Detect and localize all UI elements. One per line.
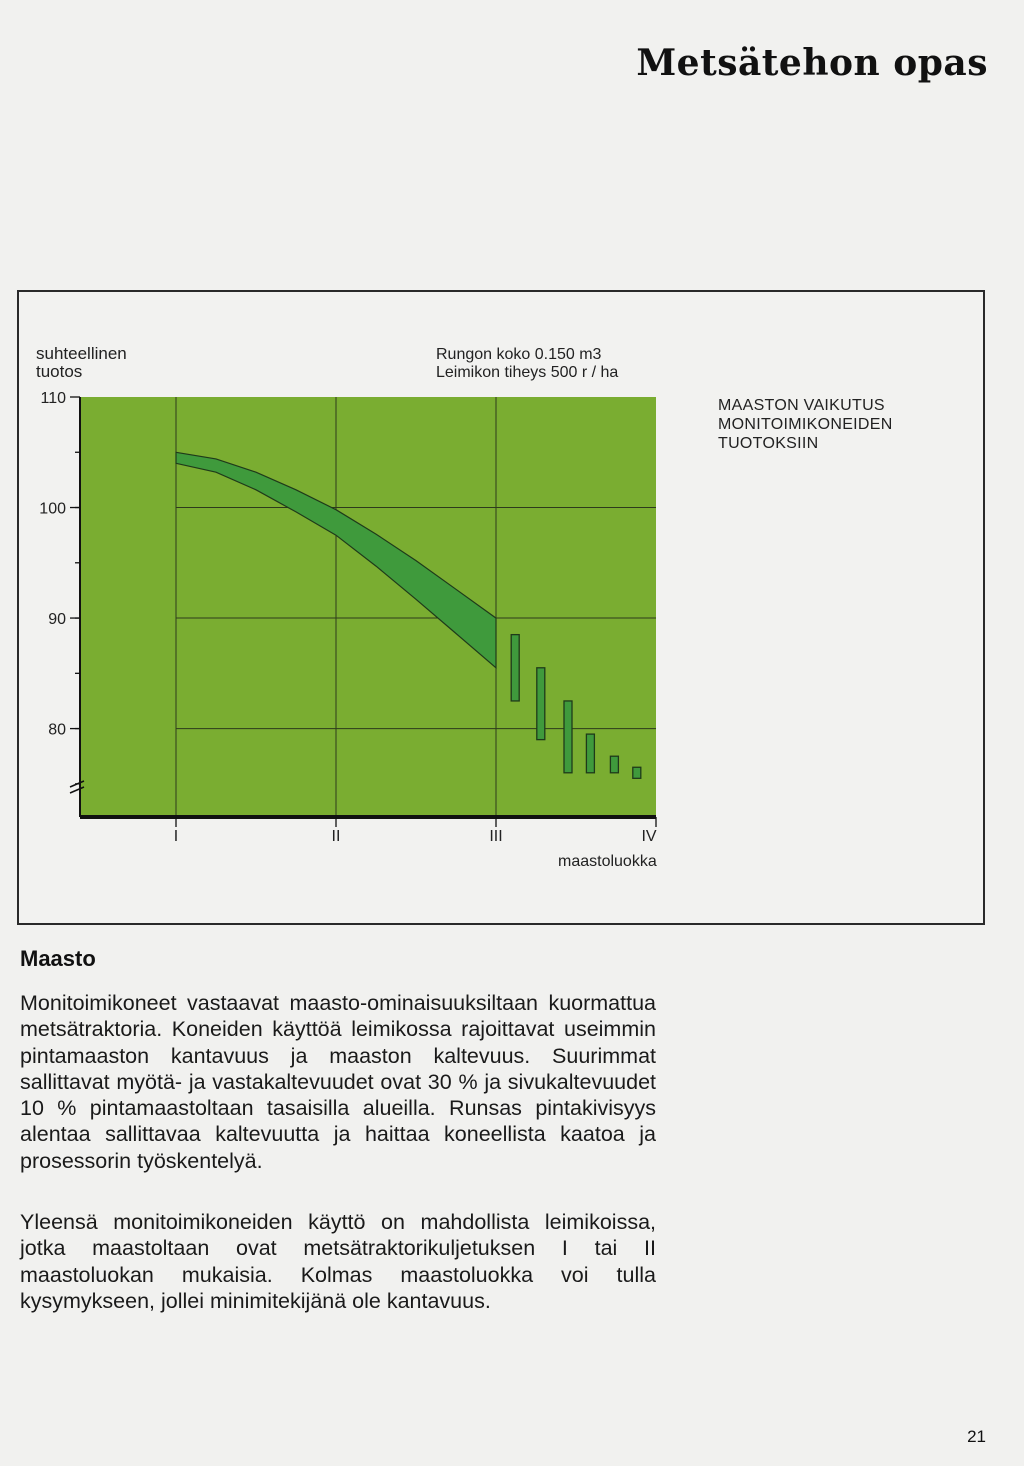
y-axis-label-line1: suhteellinen — [36, 344, 127, 363]
x-tick-label: IV — [641, 828, 657, 845]
y-tick-label: 110 — [40, 390, 66, 407]
chart-annotation-line2: Leimikon tiheys 500 r / ha — [436, 364, 619, 381]
x-tick-label: I — [173, 828, 179, 845]
figure-title: MAASTON VAIKUTUS MONITOIMIKONEIDEN TUOTOKSIIN — [718, 397, 893, 452]
page-number: 21 — [967, 1427, 986, 1446]
range-bar — [511, 635, 519, 701]
range-bar — [537, 668, 545, 740]
body-paragraph-1: Monitoimikoneet vastaavat maasto-ominaisuuksiltaan kuormattua metsätraktoria. Koneiden käyttöä leimikossa rajoittavat useimmin pintamaaston kantavuus ja maaston kaltevuus. Suurimmat sallittavat myötä- ja vastakaltevuudet ovat 30 % ja sivukaltevuudet 10 % pintamaastoltaan tasaisilla alueilla. Runsas pintakivisyys alentaa sallittavaa kaltevuutta ja haittaa koneellista kaatoa ja prosessorin työskentelyä. — [20, 991, 656, 1173]
x-axis-label: maastoluokka — [558, 853, 657, 870]
body-paragraph-2: Yleensä monitoimikoneiden käyttö on mahdollista leimikoissa, jotka maastoltaan ovat metsätraktorikuljetuksen I tai II maastoluokan mukaisia. Kolmas maastoluokka voi tulla kysymykseen, jollei minimitekijänä ole kantavuus. — [20, 1210, 656, 1313]
chart-annotation-line1: Rungon koko 0.150 m3 — [436, 346, 602, 363]
y-tick-label: 90 — [48, 611, 66, 629]
y-tick-label: 100 — [39, 500, 66, 518]
range-bar — [610, 756, 618, 773]
masthead-title: Metsätehon opas — [636, 42, 988, 84]
section-heading: Maasto — [20, 946, 96, 971]
x-tick-label: III — [489, 828, 503, 845]
range-bar — [564, 701, 572, 773]
y-tick-label: 80 — [48, 721, 66, 739]
x-tick-label: II — [331, 828, 341, 845]
y-axis-label-line2: tuotos — [36, 362, 83, 381]
range-bar — [633, 767, 641, 778]
range-bar — [586, 734, 594, 773]
